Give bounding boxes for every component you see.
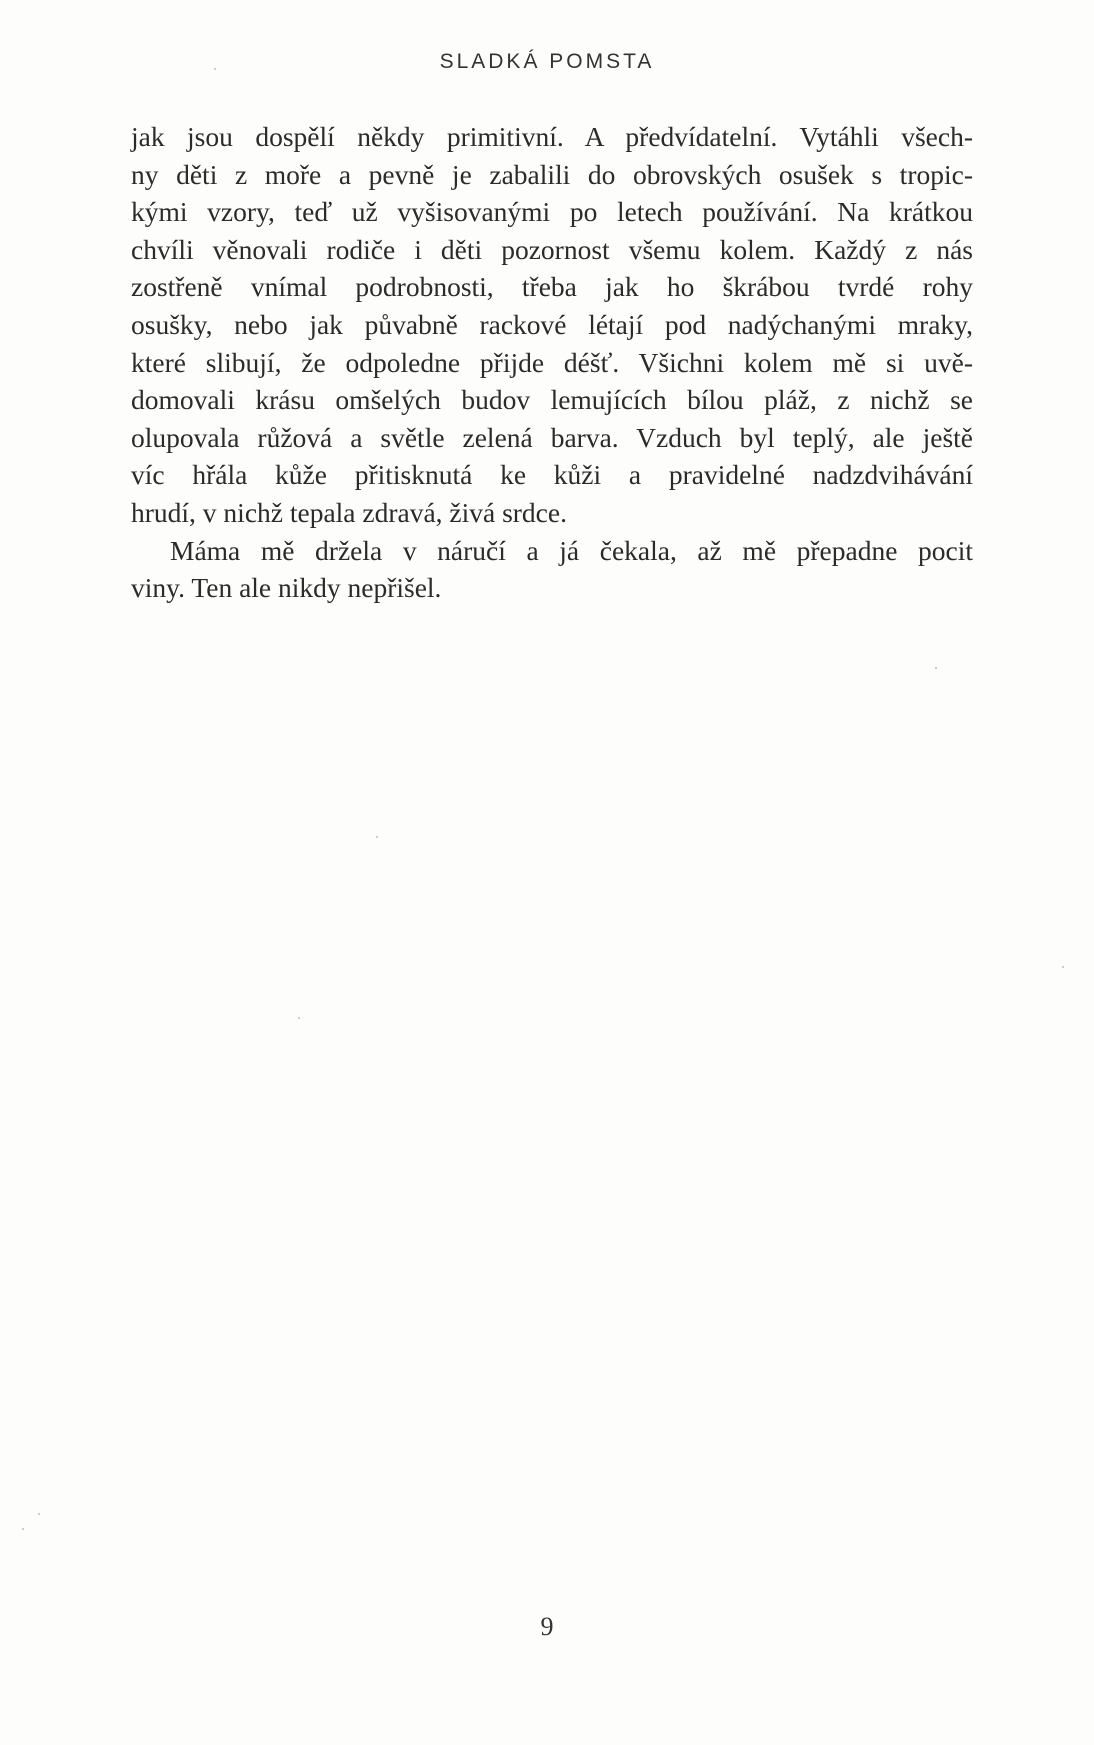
text-line: kými vzory, teď už vyšisovanými po letech používání. Na krátkou — [131, 196, 973, 228]
text-line: zostřeně vnímal podrobnosti, třeba jak ho škrábou tvrdé rohy — [131, 271, 973, 303]
scan-speck — [22, 1528, 24, 1530]
text-line: domovali krásu omšelých budov lemujících bílou pláž, z nichž se — [131, 384, 973, 416]
running-head: SLADKÁ POMSTA — [439, 50, 655, 73]
paragraph — [131, 532, 973, 607]
scan-speck — [1062, 966, 1064, 968]
text-line: osušky, nebo jak půvabně rackové létají pod nadýchanými mraky, — [131, 308, 973, 340]
scan-speck — [214, 68, 216, 70]
paragraph — [131, 118, 973, 532]
page-number: 9 — [540, 1612, 554, 1641]
text-line: jak jsou dospělí někdy primitivní. A předvídatelní. Vytáhli všech- — [131, 121, 973, 152]
text-line: víc hřála kůže přitisknutá ke kůži a pravidelné nadzdvihávání — [131, 459, 973, 491]
scan-speck — [38, 1513, 40, 1515]
scan-speck — [298, 1017, 300, 1019]
body-text — [131, 118, 973, 607]
scan-speck — [935, 667, 937, 669]
scan-speck — [376, 836, 378, 838]
text-line: chvíli věnovali rodiče i děti pozornost všemu kolem. Každý z nás — [131, 233, 973, 265]
text-line: viny. Ten ale nikdy nepřišel. — [131, 572, 442, 604]
text-line: Máma mě držela v náručí a já čekala, až mě přepadne pocit — [170, 534, 973, 566]
text-line: hrudí, v nichž tepala zdravá, živá srdce. — [131, 496, 567, 528]
text-line: které slibují, že odpoledne přijde déšť. Všichni kolem mě si uvě- — [131, 346, 973, 378]
text-line: olupovala růžová a světle zelená barva. Vzduch byl teplý, ale ještě — [131, 421, 973, 453]
text-line: ny děti z moře a pevně je zabalili do obrovských osušek s tropic- — [131, 158, 973, 190]
